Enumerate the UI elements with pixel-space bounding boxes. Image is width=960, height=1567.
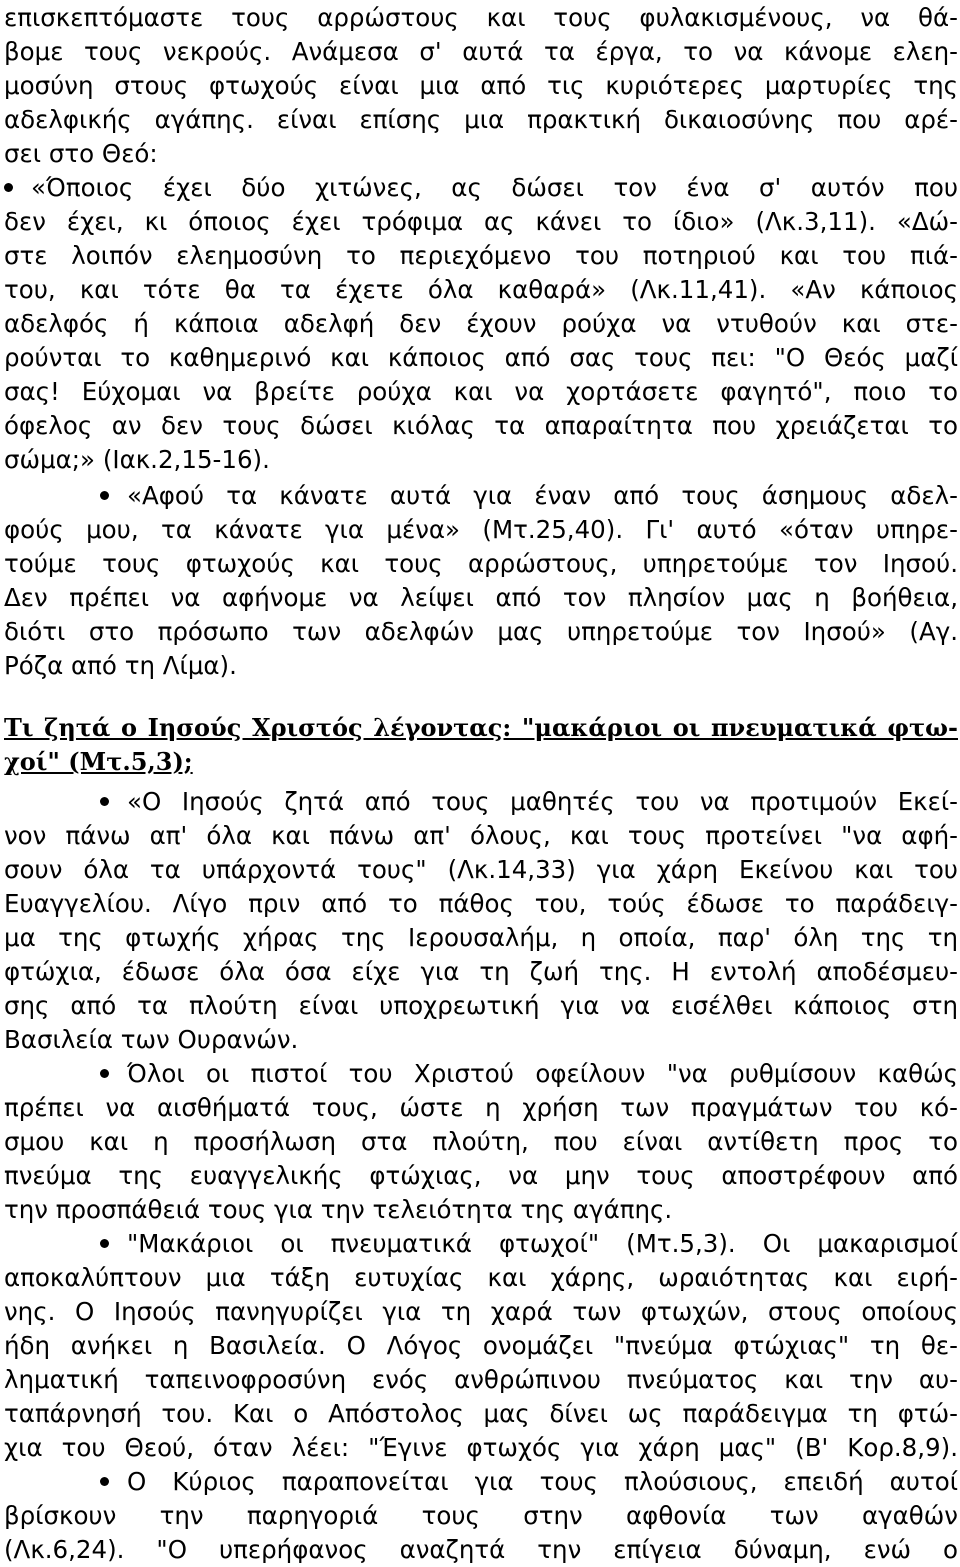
section-heading: Τι ζητά ο Ιησούς Χριστός λέγοντας: "μακάριοι οι πνευματικά φτω-	[4, 713, 958, 742]
text-line: «Όποιος έχει δύο χιτώνες, ας δώσει τον ένα σ' αυτόν που	[31, 173, 958, 202]
text-line: επισκεπτόμαστε τους αρρώστους και τους φυλακισμένους, να θά-	[4, 3, 958, 32]
text-line: την προσπάθειά τους για την τελειότητα της αγάπης.	[4, 1195, 673, 1224]
bullet-paragraph	[4, 1227, 958, 1261]
text-line: μοσύνη στους φτωχούς είναι μια από τις κυριότερες μαρτυρίες της	[4, 71, 958, 100]
text-line: σώμα;» (Ιακ.2,15-16).	[4, 445, 270, 474]
text-line: διότι στο πρόσωπο των αδελφών μας υπηρετούμε τον Ιησού» (Αγ.	[4, 617, 958, 646]
text-line: Ευαγγελίου. Λίγο πριν από το πάθος του, τούς έδωσε το παράδειγ-	[4, 889, 958, 918]
text-line: βρίσκουν την παρηγοριά τους στην αφθονία των αγαθών	[4, 1501, 958, 1530]
text-line: «Αφού τα κάνατε αυτά για έναν από τους άσημους αδελ-	[127, 481, 958, 510]
bullet-paragraph	[4, 1057, 958, 1091]
text-line: ταπάρνησή του. Και ο Απόστολος μας δίνει ως παράδειγμα τη φτώ-	[4, 1399, 958, 1428]
section-heading: χοί" (Μτ.5,3);	[4, 747, 193, 776]
text-line: τούμε τους φτωχούς και τους αρρώστους, υπηρετούμε τον Ιησού.	[4, 549, 958, 578]
text-line: μα της φτωχής χήρας της Ιερουσαλήμ, η οποία, παρ' όλη της τη	[4, 923, 958, 952]
text-line: Βασιλεία των Ουρανών.	[4, 1025, 299, 1054]
bullet-paragraph	[4, 171, 958, 205]
bullet-icon	[100, 491, 109, 500]
text-line: όφελος αν δεν τους δώσει κιόλας τα απαραίτητα που χρειάζεται το	[4, 411, 958, 440]
text-line: σης από τα πλούτη είναι υποχρεωτική για να εισέλθει κάποιος στη	[4, 991, 958, 1020]
text-line: ρούνται το καθημερινό και κάποιος από σας τους πει: "Ο Θεός μαζί	[4, 343, 958, 372]
text-line: Όλοι οι πιστοί του Χριστού οφείλουν "να ρυθμίσουν καθώς	[127, 1059, 958, 1088]
text-line: πρέπει να αισθήματά τους, ώστε η χρήση των πραγμάτων του κό-	[4, 1093, 958, 1122]
text-line: σας! Εύχομαι να βρείτε ρούχα και να χορτάσετε φαγητό", ποιο το	[4, 377, 958, 406]
text-line: Ρόζα από τη Λίμα).	[4, 651, 237, 680]
text-line: φούς μου, τα κάνατε για μένα» (Μτ.25,40). Γι' αυτό «όταν υπηρε-	[4, 515, 958, 544]
bullet-icon	[100, 1477, 109, 1486]
text-line: πνεύμα της ευαγγελικής φτώχιας, να μην τους αποστρέφουν από	[4, 1161, 958, 1190]
text-line: ήδη ανήκει η Βασιλεία. Ο Λόγος ονομάζει "πνεύμα φτώχιας" τη θε-	[4, 1331, 958, 1360]
text-line: δεν έχει, κι όποιος έχει τρόφιμα ας κάνει το ίδιο» (Λκ.3,11). «Δώ-	[4, 207, 958, 236]
text-line: στε λοιπόν ελεημοσύνη το περιεχόμενο του ποτηριού και του πιά-	[4, 241, 958, 270]
text-line: νον πάνω απ' όλα και πάνω απ' όλους, και τους προτείνει "να αφή-	[4, 821, 958, 850]
text-line: ληματική ταπεινοφροσύνη ενός ανθρώπινου πνεύματος και την αυ-	[4, 1365, 958, 1394]
text-line: (Λκ.6,24). "Ο υπερήφανος αναζητά την επίγεια δύναμη, ενώ ο	[4, 1535, 958, 1564]
text-line: σμου και η προσήλωση στα πλούτη, που είναι αντίθετη προς το	[4, 1127, 958, 1156]
bullet-icon	[100, 797, 109, 806]
bullet-icon	[100, 1239, 109, 1248]
text-line: βομε τους νεκρούς. Ανάμεσα σ' αυτά τα έργα, το να κάνομε ελεη-	[4, 37, 958, 66]
text-line: αδελφικής αγάπης. είναι επίσης μια πρακτική δικαιοσύνης που αρέ-	[4, 105, 958, 134]
text-line: "Μακάριοι οι πνευματικά φτωχοί" (Μτ.5,3). Οι μακαρισμοί	[127, 1229, 958, 1258]
text-line: σει στο Θεό:	[4, 139, 158, 168]
bullet-paragraph	[4, 1465, 958, 1499]
text-line: νης. Ο Ιησούς πανηγυρίζει για τη χαρά των φτωχών, στους οποίους	[4, 1297, 958, 1326]
text-line: Ο Κύριος παραπονείται για τους πλούσιους, επειδή αυτοί	[127, 1467, 958, 1496]
text-line: του, και τότε θα τα έχετε όλα καθαρά» (Λκ.11,41). «Αν κάποιος	[4, 275, 958, 304]
text-line: αποκαλύπτουν μια τάξη ευτυχίας και χάρης, ωραιότητας και ειρή-	[4, 1263, 958, 1292]
text-line: αδελφός ή κάποια αδελφή δεν έχουν ρούχα να ντυθούν και στε-	[4, 309, 958, 338]
text-line: «Ο Ιησούς ζητά από τους μαθητές του να προτιμούν Εκεί-	[127, 787, 958, 816]
text-line: Δεν πρέπει να αφήνομε να λείψει από τον πλησίον μας η βοήθεια,	[4, 583, 958, 612]
bullet-icon	[100, 1069, 109, 1078]
bullet-paragraph	[4, 785, 958, 819]
text-line: φτώχια, έδωσε όλα όσα είχε για τη ζωή της. Η εντολή αποδέσμευ-	[4, 957, 958, 986]
text-line: σουν όλα τα υπάρχοντά τους" (Λκ.14,33) για χάρη Εκείνου και του	[4, 855, 958, 884]
text-line: χια του Θεού, όταν λέει: "Έγινε φτωχός για χάρη μας" (Β' Κορ.8,9).	[4, 1433, 958, 1462]
bullet-paragraph	[4, 479, 958, 513]
bullet-icon	[4, 183, 13, 192]
